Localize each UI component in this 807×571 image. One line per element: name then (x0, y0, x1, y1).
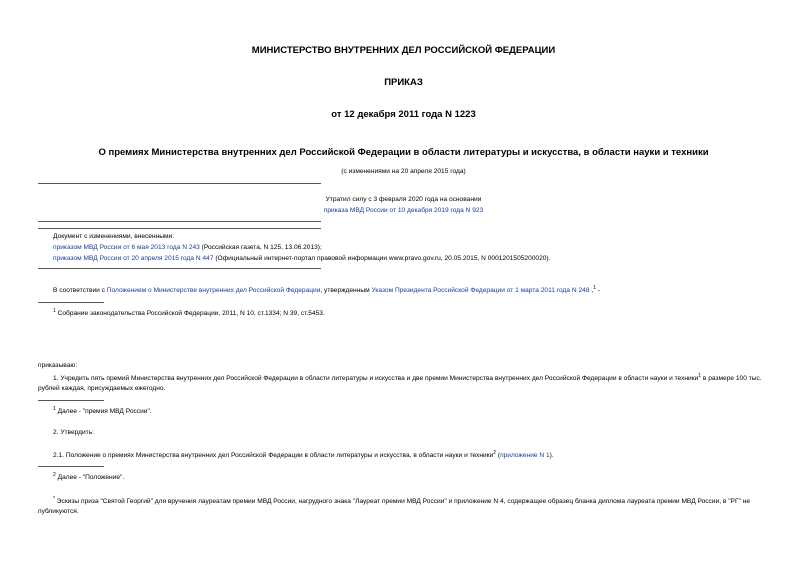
footnote-marker: 2 (493, 450, 497, 456)
presidential-decree-link[interactable]: Указом Президента Российской Федерации от 1 марта 2011 года N 248 (371, 287, 590, 295)
changes-item (53, 243, 322, 253)
status-text: Утратил силу с 3 февраля 2020 года на основании (325, 196, 482, 203)
order-item-1 (38, 371, 770, 394)
footnote-text: Эскизы приза "Святой Георгий" для вручения лауреатам премии МВД России, нагрудного знака "Лауреат премии МВД России" и приложение N 4, содержащее образец бланка диплома лауреата премии МВД России, в "РГ" не публикуются. (38, 498, 751, 516)
item-text: 2.1. Положение о премиях Министерства внутренних дел Российской Федерации в области литературы и искусства, в области науки и техники (53, 452, 494, 460)
item-text: ). (549, 452, 554, 460)
document-type: ПРИКАЗ (384, 77, 423, 88)
ministry-regulation-link[interactable]: Положением о Министерстве внутренних дел Российской Федерации (106, 287, 321, 295)
footnote (53, 306, 325, 319)
footnote-text: Далее - "премия МВД России". (57, 408, 152, 416)
changes-heading: Документ с изменениями, внесенными: (53, 233, 175, 240)
footnote-divider (38, 466, 104, 467)
footnote-sketches (38, 494, 770, 517)
preamble-paragraph (53, 283, 600, 296)
preamble-text: , (589, 287, 594, 295)
preamble-text: , утвержденным (320, 287, 372, 295)
footnote-marker: 1 (53, 406, 56, 412)
repeal-order-link[interactable]: приказа МВД России от 10 декабря 2019 года N 923 (323, 207, 484, 214)
order-word: приказываю: (38, 362, 78, 369)
footnote-marker: 2 (53, 472, 56, 478)
ministry-heading: МИНИСТЕРСТВО ВНУТРЕННИХ ДЕЛ РОССИЙСКОЙ ФЕДЕРАЦИИ (251, 45, 556, 56)
footnote-marker: * (53, 496, 55, 502)
footnote-text: Далее - "Положение". (57, 474, 125, 482)
footnote (53, 404, 152, 417)
footnote-marker: 1 (53, 308, 56, 314)
changes-item (53, 254, 550, 264)
status-repeal-link-wrap (0, 206, 807, 216)
change-order-link[interactable]: приказом МВД России от 20 апреля 2015 года N 447 (53, 255, 214, 262)
footnote-marker: 1 (593, 285, 596, 291)
divider (38, 183, 321, 184)
change-source: (Официальный интернет-портал правовой информации www.pravo.gov.ru, 20.05.2015, N 0001201505200020). (213, 255, 551, 262)
footnote-marker: 1 (698, 373, 702, 379)
document-date-number: от 12 декабря 2011 года N 1223 (331, 109, 476, 120)
divider (38, 228, 321, 229)
preamble-text: В соответствии с (53, 287, 107, 295)
footnote-text: Собрание законодательства Российской Федерации, 2011, N 10, ст.1334; N 39, ст.5453. (55, 310, 325, 318)
item-text: ( (496, 452, 501, 460)
amendments-note: (с изменениями на 20 апреля 2015 года) (341, 168, 466, 175)
change-order-link[interactable]: приказом МВД России от 6 мая 2013 года N 243 (53, 244, 200, 251)
item-text: 1. Учредить пять премий Министерства внутренних дел Российской Федерации в области литературы и искусства и две премии Министерства внутренних дел Российской Федерации в области науки и техники (53, 375, 699, 383)
order-item-2: 2. Утвердить: (53, 429, 94, 436)
change-source: (Российская газета, N 125, 13.06.2013); (199, 244, 322, 251)
appendix-1-link[interactable]: приложение N 1 (500, 452, 550, 460)
footnote-divider (38, 400, 104, 401)
preamble-text: - (595, 287, 600, 295)
footnote (53, 470, 124, 483)
document-title: О премиях Министерства внутренних дел Российской Федерации в области литературы и искусства, в области науки и техники (98, 147, 709, 158)
divider (38, 268, 321, 269)
footnote-divider (38, 302, 104, 303)
item-text: в размере 100 тыс. рублей каждая, присуждаемых ежегодно. (38, 375, 762, 393)
order-item-2-1 (53, 448, 554, 461)
divider (38, 221, 321, 222)
